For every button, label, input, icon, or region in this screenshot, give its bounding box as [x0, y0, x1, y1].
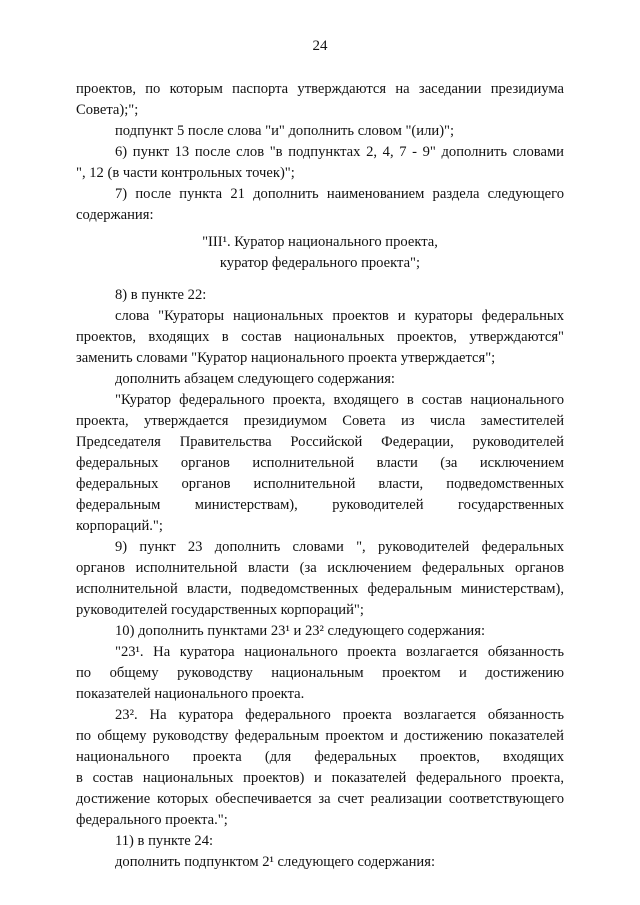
- text-line: проектов, входящих в состав национальных проектов, утверждаются": [76, 329, 564, 345]
- section-heading: "III¹. Куратор национального проекта,: [202, 234, 438, 250]
- text-line: проектов, по которым паспорта утверждаются на заседании президиума: [76, 81, 564, 97]
- text-line: федеральным министерствам), руководителей государственных: [76, 497, 564, 513]
- text-line: 23². На куратора федерального проекта возлагается обязанность: [115, 707, 564, 723]
- text-line: 9) пункт 23 дополнить словами ", руководителей федеральных: [115, 539, 564, 555]
- text-line: руководителей государственных корпораций";: [76, 602, 364, 618]
- text-line: по общему руководству федеральным проектом и достижению показателей: [76, 728, 564, 744]
- text-line: Председателя Правительства Российской Федерации, руководителей: [76, 434, 564, 450]
- text-line: достижение которых обеспечивается за счет реализации соответствующего: [76, 791, 564, 807]
- text-line: Совета);";: [76, 102, 139, 118]
- text-line: дополнить абзацем следующего содержания:: [115, 371, 395, 387]
- text-line: подпункт 5 после слова "и" дополнить словом "(или)";: [115, 123, 455, 139]
- text-line: органов исполнительной власти (за исключением федеральных органов: [76, 560, 564, 576]
- page-number: 24: [312, 38, 328, 54]
- text-line: федеральных органов исполнительной власти (за исключением: [76, 455, 564, 471]
- text-line: по общему руководству национальным проектом и достижению: [76, 665, 564, 681]
- text-line: федерального проекта.";: [76, 812, 228, 828]
- text-line: исполнительной власти, подведомственных федеральным министерствам),: [76, 581, 564, 597]
- text-line: проекта, утверждается президиумом Совета из числа заместителей: [76, 413, 564, 429]
- text-line: заменить словами "Куратор национального проекта утверждается";: [76, 350, 496, 366]
- text-line: "23¹. На куратора национального проекта возлагается обязанность: [115, 644, 564, 660]
- text-line: "Куратор федерального проекта, входящего в состав национального: [115, 392, 564, 408]
- text-line: дополнить подпунктом 2¹ следующего содержания:: [115, 854, 436, 870]
- text-line: содержания:: [76, 207, 154, 223]
- text-line: 11) в пункте 24:: [115, 833, 214, 849]
- text-line: национального проекта (для федеральных проектов, входящих: [76, 749, 564, 765]
- text-line: 6) пункт 13 после слов "в подпунктах 2, 4, 7 - 9" дополнить словами: [115, 144, 564, 160]
- section-heading: куратор федерального проекта";: [219, 255, 421, 271]
- text-line: 10) дополнить пунктами 23¹ и 23² следующего содержания:: [115, 623, 486, 639]
- text-line: 7) после пункта 21 дополнить наименованием раздела следующего: [115, 186, 564, 202]
- text-line: показателей национального проекта.: [76, 686, 305, 702]
- text-line: федеральных органов исполнительной власти, подведомственных: [76, 476, 564, 492]
- text-line: ", 12 (в части контрольных точек)";: [76, 165, 295, 181]
- text-line: слова "Кураторы национальных проектов и кураторы федеральных: [115, 308, 564, 324]
- text-line: 8) в пункте 22:: [115, 287, 207, 303]
- text-line: в состав национальных проектов) и показателей федерального проекта,: [76, 770, 564, 786]
- text-line: корпораций.";: [76, 518, 163, 534]
